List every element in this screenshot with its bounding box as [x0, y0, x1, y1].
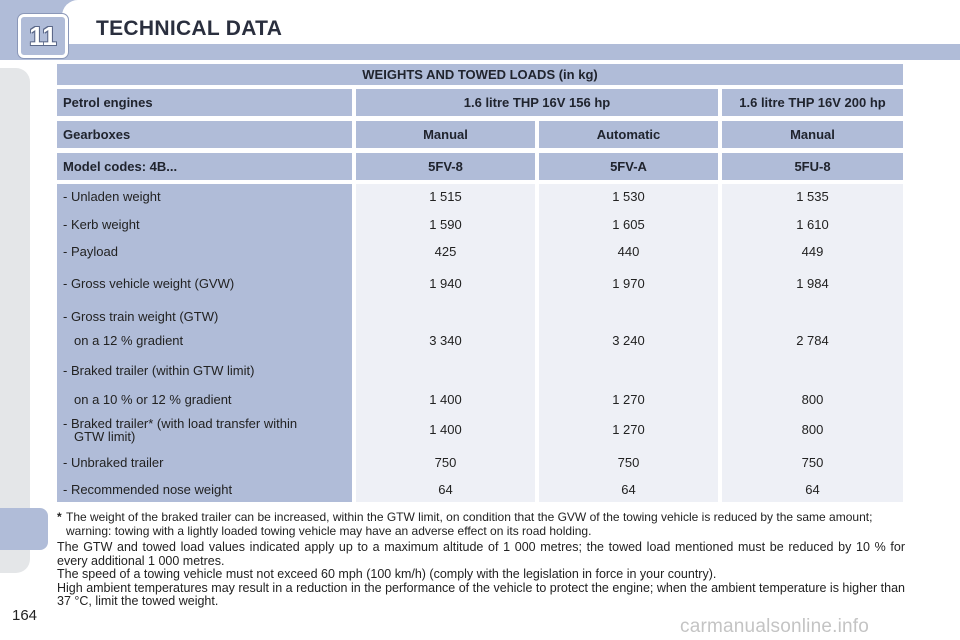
- table-cell: 1 535: [796, 189, 829, 204]
- table-cell: 1 970: [612, 276, 645, 291]
- table-cell: 1 984: [796, 276, 829, 291]
- table-caption: WEIGHTS AND TOWED LOADS (in kg): [57, 64, 903, 85]
- footnote-text: The weight of the braked trailer can be increased, within the GTW limit, on condition that the GVW of the towing vehicle is reduced by the same amount; warning: towing with a lightly loaded towing vehicle may have an adverse effect on its road holding.: [66, 510, 873, 538]
- side-strip: [0, 68, 30, 573]
- footnote: [57, 510, 907, 538]
- row-label-continued: GTW limit): [74, 429, 136, 444]
- note-altitude: The GTW and towed load values indicated apply up to a maximum altitude of 1 000 metres; the towed load mentioned must be reduced by 10 % for every additional 1 000 metres.: [57, 540, 905, 568]
- footnote-star: *: [57, 510, 62, 524]
- gearboxes-label: Gearboxes: [57, 121, 352, 148]
- table-cell: 3 240: [612, 333, 645, 348]
- table-cell: 1 400: [429, 392, 462, 407]
- model-codes-label: Model codes: 4B...: [57, 153, 352, 180]
- engine-1-header: 1.6 litre THP 16V 156 hp: [356, 89, 718, 116]
- row-label: - Gross vehicle weight (GVW): [63, 276, 235, 291]
- table-cell: 1 940: [429, 276, 462, 291]
- table-cell: 800: [801, 392, 824, 407]
- table-cell: 1 605: [612, 217, 645, 232]
- row-label: - Braked trailer (within GTW limit): [63, 363, 255, 378]
- table-cell: 3 340: [429, 333, 462, 348]
- page-number: 164: [12, 607, 38, 624]
- table-cell: 64: [805, 482, 820, 497]
- chapter-badge: 11: [18, 14, 68, 58]
- note-temperature: High ambient temperatures may result in a reduction in the performance of the vehicle to protect the engine; when the ambient temperature is higher than 37 °C, limit the towed weight.: [57, 580, 905, 609]
- model-3-header: 5FU-8: [722, 153, 903, 180]
- table-cell: 64: [438, 482, 453, 497]
- table-cell: 1 270: [612, 422, 645, 437]
- notes: [57, 541, 905, 609]
- gearbox-3-header: Manual: [722, 121, 903, 148]
- table-cell: 449: [801, 244, 824, 259]
- row-label: - Recommended nose weight: [63, 482, 233, 497]
- table-cell: 64: [621, 482, 636, 497]
- row-label: - Unladen weight: [63, 189, 161, 204]
- gearbox-2-header: Automatic: [539, 121, 718, 148]
- table-cell: 1 270: [612, 392, 645, 407]
- row-label: on a 12 % gradient: [74, 333, 184, 348]
- table-cell: 1 400: [429, 422, 462, 437]
- gearbox-1-header: Manual: [356, 121, 535, 148]
- model-1-header: 5FV-8: [356, 153, 535, 180]
- table-cell: 750: [617, 455, 640, 470]
- table-cell: 425: [434, 244, 457, 259]
- model-2-header: 5FV-A: [539, 153, 718, 180]
- engine-2-header: 1.6 litre THP 16V 200 hp: [722, 89, 903, 116]
- side-tab: [0, 508, 48, 550]
- row-label: - Payload: [63, 244, 118, 259]
- row-label: - Kerb weight: [63, 217, 140, 232]
- table-cell: 1 530: [612, 189, 645, 204]
- watermark: carmanualsonline.info: [680, 616, 870, 637]
- row-label: - Braked trailer* (with load transfer within: [63, 416, 298, 431]
- table-cell: 1 610: [796, 217, 829, 232]
- page-title: TECHNICAL DATA: [96, 17, 283, 40]
- table-cell: 1 515: [429, 189, 462, 204]
- table-cell: 440: [617, 244, 640, 259]
- table-cell: 1 590: [429, 217, 462, 232]
- engines-label: Petrol engines: [57, 89, 352, 116]
- note-speed: The speed of a towing vehicle must not exceed 60 mph (100 km/h) (comply with the legislation in force in your country).: [57, 567, 717, 582]
- table-cell: 2 784: [796, 333, 829, 348]
- row-label: - Unbraked trailer: [63, 455, 164, 470]
- row-label: on a 10 % or 12 % gradient: [74, 392, 232, 407]
- row-label: - Gross train weight (GTW): [63, 309, 219, 324]
- table-cell: 750: [801, 455, 824, 470]
- table-cell: 800: [801, 422, 824, 437]
- table-cell: 750: [434, 455, 457, 470]
